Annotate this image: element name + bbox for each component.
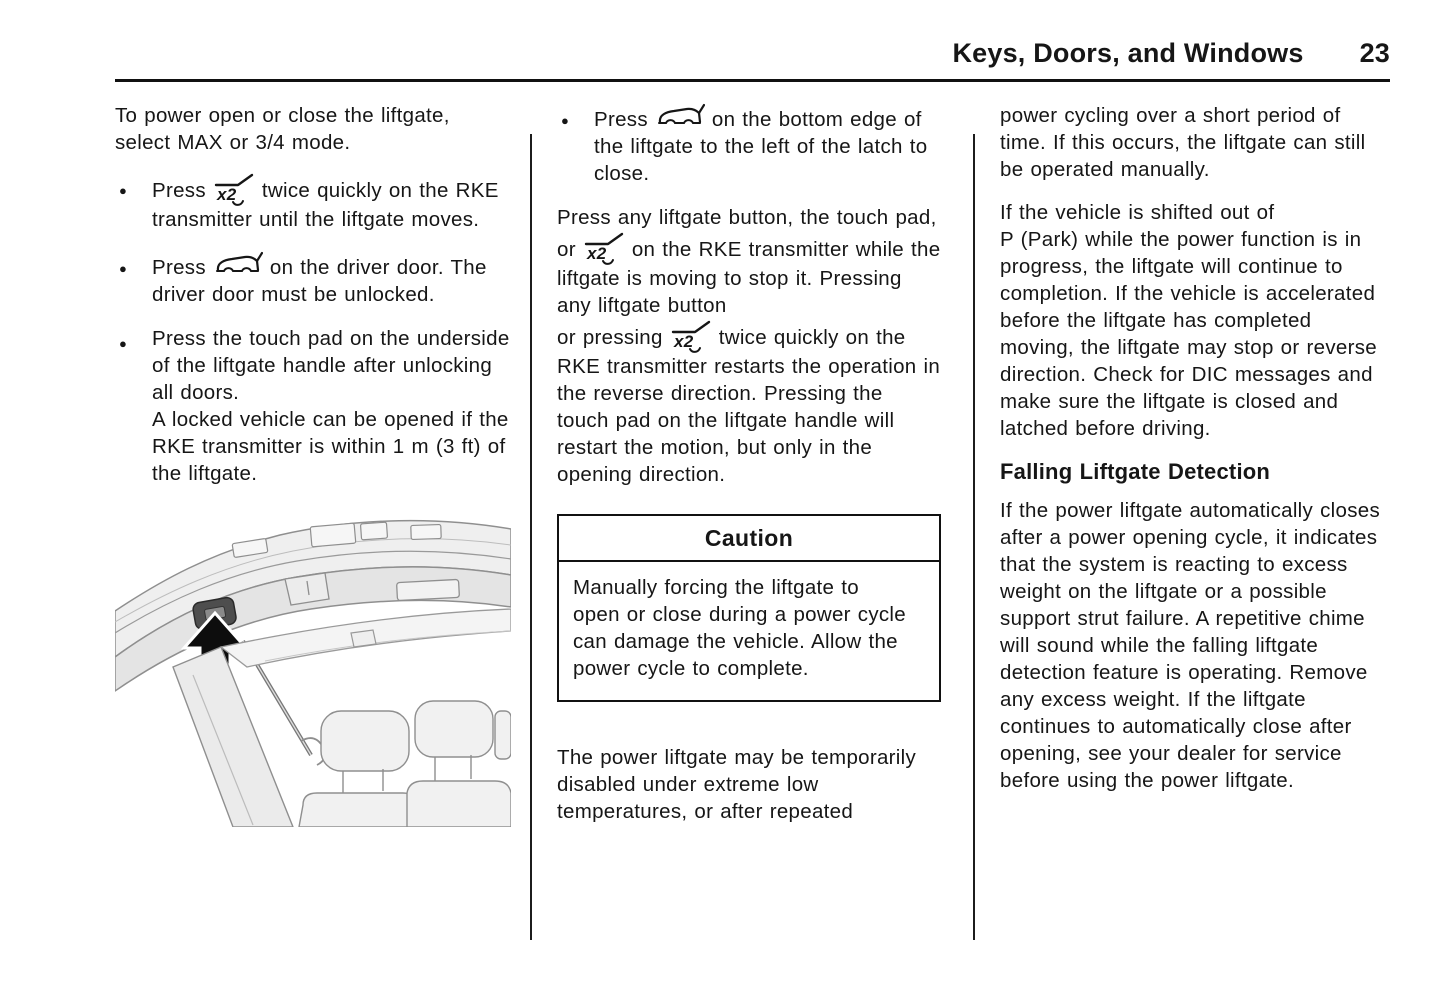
section-heading-falling-liftgate: Falling Liftgate Detection <box>1000 459 1271 484</box>
bullet-text: A locked vehicle can be opened if the RKE transmitter is within 1 m (3 ft) of the liftgate. <box>152 408 509 485</box>
svg-text:x2: x2 <box>673 332 694 351</box>
list-item <box>115 172 511 233</box>
column-3 <box>1000 102 1390 810</box>
column-divider-left <box>530 134 532 940</box>
paragraph-text: If the vehicle is shifted out of <box>1000 201 1275 224</box>
svg-text:x2: x2 <box>216 185 237 204</box>
rear-seats <box>299 701 511 827</box>
vehicle-liftgate-icon <box>655 102 705 132</box>
bullet-text: on the bottom edge of the liftgate to the left of the latch to close. <box>594 108 928 185</box>
stop-restart-paragraph <box>557 204 941 488</box>
list-item <box>115 250 511 308</box>
caution-box <box>557 514 941 702</box>
paragraph-text: P (Park) while the power function is in progress, the liftgate will continue to completion. If the vehicle is accelerated before the liftgate has completed moving, the liftgate may stop or reverse direction. Check for DIC messages and make sure the liftgate is closed and latched before driving. <box>1000 228 1377 440</box>
caution-body: Manually forcing the liftgate to open or close during a power cycle can damage the vehicle. Allow the power cycle to complete. <box>573 576 906 680</box>
chapter-title: Keys, Doors, and Windows <box>952 38 1304 68</box>
bullet-text: Press <box>152 256 213 279</box>
list-item <box>115 325 511 487</box>
caution-title: Caution <box>559 516 939 562</box>
column-2 <box>557 102 941 841</box>
falling-liftgate-paragraph: If the power liftgate automatically closes after a power opening cycle, it indicates that the system is reacting to excess weight on the liftgate or a possible support strut failure. A repetitive chime will sound while the falling liftgate detection feature is operating. Remove any excess weight. If the liftgate continues to automatically close after opening, see your dealer for service before using the power liftgate. <box>1000 499 1380 792</box>
paragraph-text: Press any liftgate button, the touch pad, or <box>557 206 937 261</box>
liftgate-open-methods-list <box>115 172 511 487</box>
bullet-text: Press <box>152 179 213 202</box>
page-header <box>115 38 1390 82</box>
bullet-text: twice quickly on the RKE transmitter until the liftgate moves. <box>152 179 499 231</box>
paragraph-text: or pressing <box>557 326 670 349</box>
disabled-conditions-paragraph: The power liftgate may be temporarily disabled under extreme low temperatures, or after repeated <box>557 746 917 823</box>
intro-paragraph: To power open or close the liftgate, select MAX or 3/4 mode. <box>115 104 450 154</box>
vehicle-liftgate-icon <box>213 250 263 280</box>
liftgate-x2-icon <box>670 319 712 353</box>
bullet-text: on the driver door. The driver door must be unlocked. <box>152 256 487 306</box>
column-divider-right <box>973 134 975 940</box>
page-content <box>115 102 1390 841</box>
liftgate-illustration <box>115 515 511 834</box>
bullet-text: Press <box>594 108 655 131</box>
liftgate-x2-icon <box>583 231 625 265</box>
liftgate-close-list <box>557 102 941 187</box>
svg-text:x2: x2 <box>586 244 607 263</box>
park-shift-paragraph <box>1000 199 1390 442</box>
manual-operation-paragraph: power cycling over a short period of time. If this occurs, the liftgate can still be operated manually. <box>1000 104 1366 181</box>
bullet-text: ● Press the touch pad on the underside of the liftgate handle after unlocking all doors. <box>152 327 510 404</box>
column-1 <box>115 102 511 834</box>
page-number: 23 <box>1359 38 1390 68</box>
liftgate-x2-icon <box>213 172 255 206</box>
paragraph-text: twice quickly on the RKE transmitter restarts the operation in the reverse direction. Pressing the touch pad on the liftgate handle will restart the motion, but only in the opening direction. <box>557 326 941 486</box>
paragraph-text: on the RKE transmitter while the liftgate is moving to stop it. Pressing any liftgate button <box>557 238 941 317</box>
list-item <box>557 102 941 187</box>
